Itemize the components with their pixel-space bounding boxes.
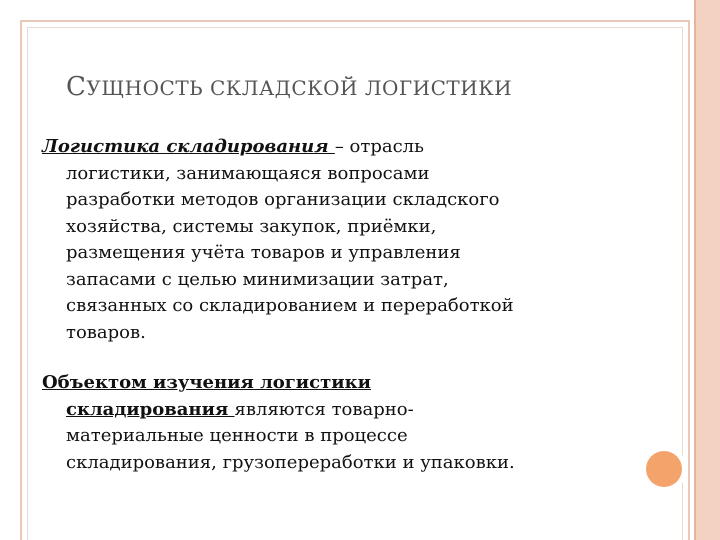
object-line: складирования, грузопереработки и упаковки. xyxy=(66,451,515,473)
slide-title xyxy=(66,72,512,102)
definition-line: товаров. xyxy=(66,321,146,343)
definition-line: разработки методов организации складского xyxy=(66,189,500,210)
decor-circle-dot xyxy=(646,451,682,487)
definition-line: запасами с целью минимизации затрат, xyxy=(66,268,449,290)
definition-line-1 xyxy=(42,134,642,161)
term-logistics-warehousing: Логистика складирования xyxy=(42,136,335,157)
object-line-2 xyxy=(42,397,642,424)
right-decor-bar xyxy=(694,0,720,540)
title-first-letter: С xyxy=(66,72,87,102)
definition-line: размещения учёта товаров и управления xyxy=(66,242,461,263)
definition-paragraph xyxy=(42,134,642,346)
term-object-of-study: Объектом изучения логистики xyxy=(42,372,371,393)
title-rest: УЩНОСТЬ СКЛАДСКОЙ ЛОГИСТИКИ xyxy=(86,76,513,100)
definition-line: хозяйства, системы закупок, приёмки, xyxy=(66,215,437,237)
term-object-of-study-cont: складирования xyxy=(66,398,235,420)
definition-line: связанных со складированием и переработкой xyxy=(66,295,514,316)
right-decor-line xyxy=(694,0,696,540)
object-paragraph xyxy=(42,370,642,476)
object-line-2-rest: являются товарно- xyxy=(234,398,414,420)
object-line-1 xyxy=(42,370,642,397)
definition-line-1-rest: – отрасль xyxy=(334,136,424,157)
object-line: материальные ценности в процессе xyxy=(66,425,408,446)
definition-line: логистики, занимающаяся вопросами xyxy=(66,162,430,184)
